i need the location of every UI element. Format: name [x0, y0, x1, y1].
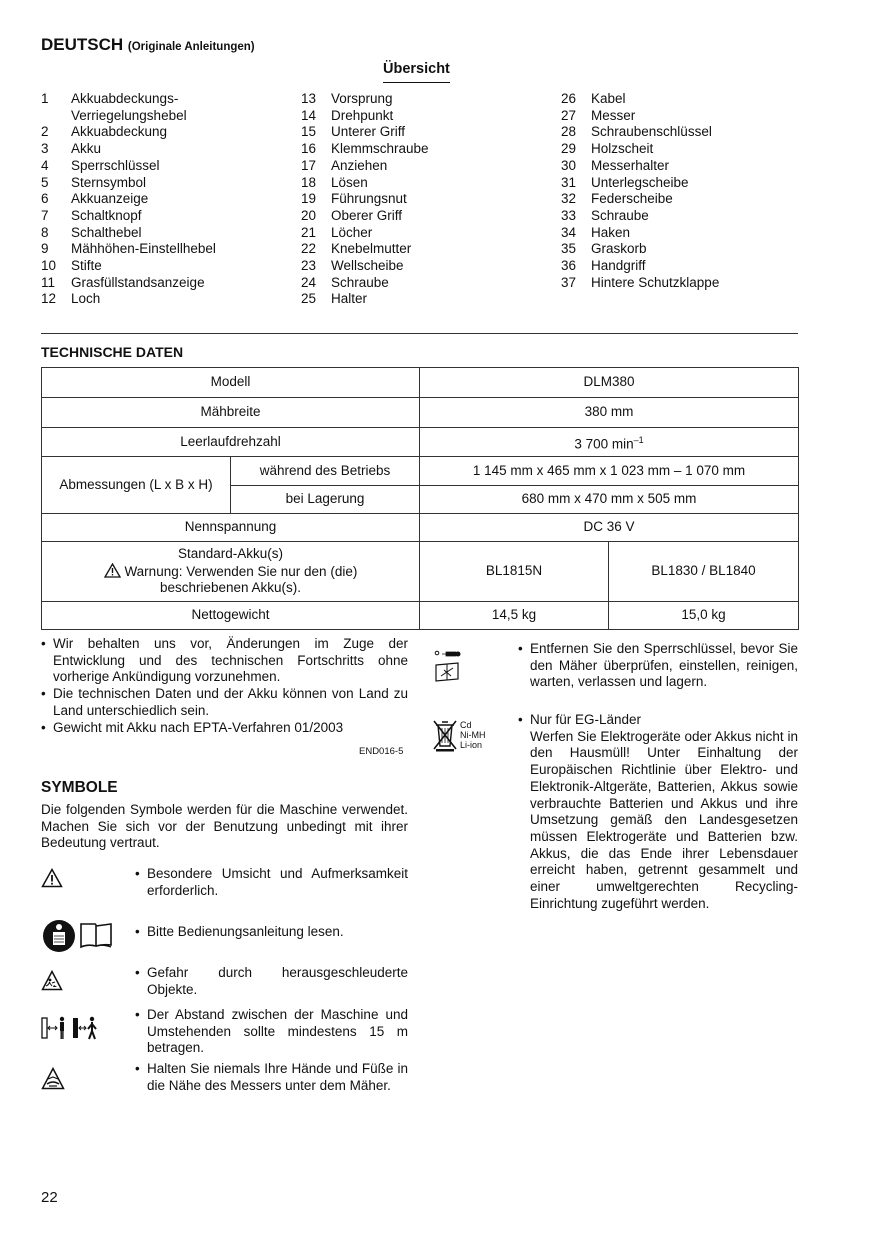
- list-item: [41, 141, 291, 158]
- item-label: Haken: [591, 224, 631, 240]
- speed-exponent: –1: [633, 434, 644, 445]
- thrown-objects-icon: [41, 965, 135, 998]
- document-code: END016-5: [359, 746, 404, 757]
- spec-value: 1 145 mm x 465 mm x 1 023 mm – 1 070 mm: [420, 457, 799, 486]
- remove-key-icon: [432, 641, 518, 691]
- item-label: Schraube: [331, 274, 389, 290]
- list-item: [301, 258, 551, 275]
- list-item: [561, 258, 811, 275]
- table-row: [42, 542, 799, 602]
- item-label: Schalthebel: [71, 224, 142, 240]
- spec-label: Leerlaufdrehzahl: [42, 428, 420, 457]
- bystander-distance-icon: [41, 1007, 135, 1057]
- list-item: [41, 175, 291, 192]
- battery-chemistry-labels: Cd Ni-MH Li-ion: [460, 720, 486, 750]
- spec-label: Nennspannung: [42, 514, 420, 542]
- item-number: 3: [41, 141, 49, 157]
- item-label: Handgriff: [591, 258, 646, 274]
- list-item: • Gewicht mit Akku nach EPTA-Verfahren 01/2003: [41, 719, 344, 735]
- overview-column-1: [41, 91, 291, 308]
- warning-triangle-icon: [104, 563, 121, 578]
- item-number: 36: [561, 258, 577, 274]
- list-item: [561, 158, 811, 175]
- item-label: Sternsymbol: [71, 174, 147, 190]
- spec-label: Mähbreite: [42, 398, 420, 428]
- symbol-description: Der Abstand zwischen der Maschine und Umstehenden sollte mindestens 15 m betragen.: [147, 1007, 408, 1056]
- item-number: 8: [41, 224, 49, 240]
- specs-heading: TECHNISCHE DATEN: [41, 344, 184, 360]
- spec-value: 15,0 kg: [609, 602, 799, 630]
- spec-value: DLM380: [420, 368, 799, 398]
- item-label: Vorsprung: [331, 91, 393, 106]
- list-item: [301, 191, 551, 208]
- list-item: [41, 258, 291, 275]
- item-label: Akkuanzeige: [71, 191, 149, 207]
- spec-value: 14,5 kg: [420, 602, 609, 630]
- item-number: 10: [41, 258, 57, 274]
- list-item: [561, 175, 811, 192]
- item-label: Unterer Griff: [331, 124, 406, 140]
- item-label: Schaltknopf: [71, 207, 142, 223]
- item-number: 17: [301, 157, 317, 173]
- item-number: 11: [41, 274, 56, 290]
- eu-heading: Nur für EG-Länder: [530, 712, 642, 727]
- item-number: 28: [561, 124, 577, 140]
- list-item: [301, 141, 551, 158]
- item-label: Sperrschlüssel: [71, 157, 160, 173]
- item-number: 6: [41, 191, 49, 207]
- item-label: Halter: [331, 291, 368, 307]
- item-number: 20: [301, 207, 317, 223]
- spec-value: [420, 428, 799, 457]
- item-number: 7: [41, 207, 49, 223]
- item-label: Wellscheibe: [331, 258, 404, 274]
- hands-feet-blade-icon: [41, 1061, 135, 1094]
- list-item: [41, 241, 291, 258]
- item-label: Stifte: [71, 258, 102, 274]
- list-item: [561, 91, 811, 108]
- item-number: 37: [561, 274, 577, 290]
- item-label: Kabel: [591, 91, 626, 106]
- item-label: Graskorb: [591, 241, 647, 257]
- item-label: Anziehen: [331, 157, 388, 173]
- list-item: [301, 175, 551, 192]
- spec-sublabel: bei Lagerung: [231, 486, 420, 514]
- spec-label: [42, 542, 420, 602]
- symbol-description: Gefahr durch herausgeschleuderte Objekte.: [147, 965, 408, 997]
- item-label: Oberer Griff: [331, 207, 403, 223]
- list-item: [41, 208, 291, 225]
- item-number: 15: [301, 124, 317, 140]
- list-item: [41, 191, 291, 208]
- list-item: [301, 275, 551, 292]
- item-label: Unterlegscheibe: [591, 174, 689, 190]
- section-divider: [41, 333, 798, 334]
- overview-column-3: [561, 91, 811, 291]
- spec-label: Nettogewicht: [42, 602, 420, 630]
- list-item: [41, 275, 291, 292]
- item-label: Lösen: [331, 174, 368, 190]
- item-number: 25: [301, 291, 317, 307]
- symbol-description: Halten Sie niemals Ihre Hände und Füße in die Nähe des Messers unter dem Mäher.: [147, 1061, 408, 1093]
- weee-bin-icon: [432, 718, 458, 752]
- item-label: Führungsnut: [331, 191, 407, 207]
- spec-sublabel: während des Betriebs: [231, 457, 420, 486]
- item-number: 12: [41, 291, 57, 307]
- list-item: [561, 124, 811, 141]
- symbol-description: Bitte Bedienungsanleitung lesen.: [147, 924, 344, 939]
- spec-label: Modell: [42, 368, 420, 398]
- item-number: 5: [41, 174, 49, 190]
- list-item: [301, 158, 551, 175]
- item-number: 13: [301, 91, 317, 106]
- symbols-intro: Die folgenden Symbole werden für die Maschine verwendet. Machen Sie sich vor der Benutzung unbedingt mit ihrer Bedeutung vertraut.: [41, 802, 408, 851]
- item-number: 29: [561, 141, 577, 157]
- table-row: [42, 602, 799, 630]
- battery-label: Standard-Akku(s): [177, 546, 284, 562]
- item-number: 24: [301, 274, 317, 290]
- spec-value: 380 mm: [420, 398, 799, 428]
- item-label: Löcher: [331, 224, 373, 240]
- warning-triangle-icon: [41, 866, 135, 899]
- spec-notes: [41, 636, 408, 736]
- list-item: [41, 91, 291, 124]
- spec-value: 680 mm x 470 mm x 505 mm: [420, 486, 799, 514]
- speed-value: 3 700 min: [574, 436, 634, 451]
- item-number: 30: [561, 157, 577, 173]
- list-item: [561, 208, 811, 225]
- spec-value: BL1815N: [420, 542, 609, 602]
- item-number: 14: [301, 107, 317, 123]
- spec-value: DC 36 V: [420, 514, 799, 542]
- list-item: [301, 91, 551, 108]
- table-row: [42, 398, 799, 428]
- symbol-row: • Halten Sie niemals Ihre Hände und Füße in die Nähe des Messers unter dem Mäher.: [41, 1061, 408, 1094]
- symbol-row: • Bitte Bedienungsanleitung lesen.: [41, 924, 408, 954]
- item-label: Knebelmutter: [331, 241, 412, 257]
- battery-warning-text: Warnung: Verwenden Sie nur den (die) beschriebenen Akku(s).: [124, 563, 358, 596]
- item-number: 27: [561, 107, 577, 123]
- list-item: [561, 225, 811, 242]
- symbol-description: Besondere Umsicht und Aufmerksamkeit erforderlich.: [147, 866, 408, 898]
- language-label: DEUTSCH: [41, 35, 124, 54]
- overview-column-2: [301, 91, 551, 308]
- item-label: Akku: [71, 141, 102, 157]
- item-label: Drehpunkt: [331, 107, 394, 123]
- item-number: 16: [301, 141, 317, 157]
- spec-value: BL1830 / BL1840: [609, 542, 799, 602]
- page-title: [41, 37, 255, 56]
- item-label: Mähhöhen-Einstellhebel: [71, 241, 216, 257]
- list-item: [301, 124, 551, 141]
- item-label: Schraube: [591, 207, 649, 223]
- list-item: [41, 225, 291, 242]
- list-item: [301, 241, 551, 258]
- page-number: 22: [41, 1189, 58, 1206]
- symbol-row: • Gefahr durch herausgeschleuderte Objekte.: [41, 965, 408, 998]
- item-number: 31: [561, 174, 577, 190]
- overview-heading: Übersicht: [383, 61, 450, 83]
- item-number: 18: [301, 174, 317, 190]
- item-label: Federscheibe: [591, 191, 673, 207]
- item-label: Klemmschraube: [331, 141, 429, 157]
- item-number: 1: [41, 91, 49, 106]
- symbol-description: Entfernen Sie den Sperrschlüssel, bevor Sie den Mäher überprüfen, einstellen, reinigen, warten, verlassen und lagern.: [530, 641, 798, 690]
- symbol-row: • Der Abstand zwischen der Maschine und Umstehenden sollte mindestens 15 m betragen.: [41, 1007, 408, 1057]
- table-row: [42, 368, 799, 398]
- list-item: [301, 108, 551, 125]
- item-label: Akkuabdeckungs-Verriegelungshebel: [71, 91, 187, 123]
- table-row: [42, 457, 799, 486]
- item-number: 34: [561, 224, 577, 240]
- item-label: Grasfüllstandsanzeige: [71, 274, 205, 290]
- list-item: [561, 241, 811, 258]
- battery-warning: [46, 563, 415, 597]
- item-label: Messerhalter: [591, 157, 670, 173]
- item-number: 32: [561, 191, 577, 207]
- item-label: Akkuabdeckung: [71, 124, 168, 140]
- list-item: [561, 191, 811, 208]
- table-row: [42, 428, 799, 457]
- list-item: • Die technischen Daten und der Akku können von Land zu Land unterschiedlich sein.: [41, 686, 408, 718]
- item-number: 2: [41, 124, 49, 140]
- list-item: [301, 208, 551, 225]
- read-manual-icon: [41, 924, 135, 954]
- symbol-row: Cd Ni-MH Li-ion • Nur für EG-Länder Werfen Sie Elektrogeräte oder Akkus nicht in den Hausmüll! Unter Einhaltung der Europäischen Richtlinie über Elektro- und Elektronik-Altgeräte, Batterien, Akkus sowie verbrauchte Batterien und Akkus und ihre Umsetzung gemäß den Landesgesetzen müssen Elektrogeräte und Batterien bzw. Akkus, die das Ende ihrer Lebensdauer erreicht haben, getrennt gesammelt und einer umweltgerechten Recycling-Einrichtung zugeführt werden.: [432, 712, 798, 912]
- symbol-description: Werfen Sie Elektrogeräte oder Akkus nicht in den Hausmüll! Unter Einhaltung der Europäischen Richtlinie über Elektro- und Elektronik-Altgeräte, Batterien, Akkus sowie verbrauchte Batterien und Akkus und ihre Umsetzung gemäß den Landesgesetzen müssen Elektrogeräte und Batterien bzw. Akkus, die das Ende ihrer Lebensdauer erreicht haben, getrennt gesammelt und einer umweltgerechten Recycling-Einrichtung zugeführt werden.: [530, 728, 798, 911]
- list-item: [301, 225, 551, 242]
- symbols-heading: SYMBOLE: [41, 779, 118, 796]
- item-label: Hintere Schutzklappe: [591, 274, 720, 290]
- list-item: [561, 141, 811, 158]
- spec-label: Abmessungen (L x B x H): [42, 457, 231, 514]
- item-number: 19: [301, 191, 317, 207]
- specs-table: [41, 367, 799, 630]
- symbol-row: • Besondere Umsicht und Aufmerksamkeit erforderlich.: [41, 866, 408, 899]
- item-number: 35: [561, 241, 577, 257]
- list-item: [561, 108, 811, 125]
- list-item: [301, 291, 551, 308]
- list-item: [41, 124, 291, 141]
- item-number: 4: [41, 157, 49, 173]
- table-row: [42, 514, 799, 542]
- symbol-row: • Entfernen Sie den Sperrschlüssel, bevor Sie den Mäher überprüfen, einstellen, reinigen, warten, verlassen und lagern.: [432, 641, 798, 691]
- item-number: 26: [561, 91, 577, 106]
- list-item: [41, 158, 291, 175]
- item-label: Holzscheit: [591, 141, 654, 157]
- item-number: 33: [561, 207, 577, 223]
- list-item: [561, 275, 811, 292]
- item-number: 21: [301, 224, 317, 240]
- item-number: 23: [301, 258, 317, 274]
- title-subtitle: (Originale Anleitungen): [127, 41, 255, 53]
- item-number: 22: [301, 241, 317, 257]
- item-label: Messer: [591, 107, 636, 123]
- item-number: 9: [41, 241, 49, 257]
- list-item: • Wir behalten uns vor, Änderungen im Zuge der Entwicklung und des technischen Fortschritts ohne vorherige Ankündigung vorzunehmen.: [41, 636, 408, 685]
- list-item: [41, 291, 291, 308]
- item-label: Loch: [71, 291, 101, 307]
- item-label: Schraubenschlüssel: [591, 124, 712, 140]
